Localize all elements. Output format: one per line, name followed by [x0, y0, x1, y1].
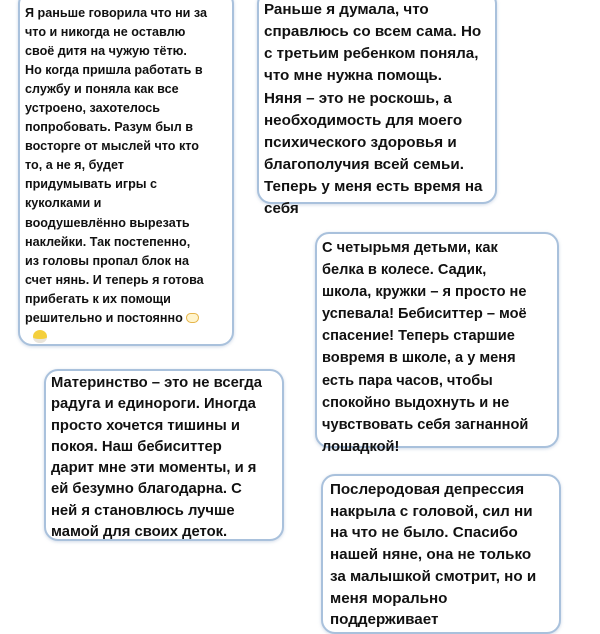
card-text-line: себя [264, 200, 299, 218]
card-text-line: Я раньше говорила что ни за [25, 6, 208, 20]
testimonial-card-1 [18, 0, 234, 346]
card-text-line: С четырьмя детьми, как [322, 240, 498, 256]
card-text-line: Но когда пришла работать в [25, 63, 203, 78]
testimonial-card-3 [315, 232, 559, 455]
card-text-line: накрыла с головой, сил ни [330, 502, 533, 520]
card-text-line: мамой для своих деток. [51, 524, 228, 541]
card-text-line: на что не было. Спасибо [330, 524, 518, 542]
card-text-line: что и никогда не оставлю [25, 25, 186, 40]
hatching-chick-emoji-icon [33, 330, 47, 343]
card-text-line: наклейки. Так постепенно, [25, 234, 191, 249]
card-text-line: спасение! Теперь старшие [322, 328, 515, 345]
card-text-line: есть пара часов, чтобы [322, 372, 493, 389]
testimonial-card-4 [44, 369, 284, 541]
card-text-line: Послеродовая депрессия [330, 481, 525, 498]
card-text-line: меня морально [330, 589, 448, 607]
card-text-line: успевала! Бебиситтер – моё [322, 306, 527, 323]
card-text-line: куколками и [25, 196, 102, 211]
card-text-line: спокойно выдохнуть и не [322, 394, 510, 411]
card-text-line: школа, кружки – я просто не [322, 284, 527, 301]
card-text-line: с третьим ребенком поняла, [264, 45, 479, 63]
card-text-line: чувствовать себя загнанной [322, 416, 529, 433]
card-text-line: устроено, захотелось [25, 101, 160, 116]
card-text-line: за малышкой смотрит, но и [330, 567, 537, 585]
testimonial-card-2 [257, 0, 497, 218]
testimonial-card-5 [321, 474, 561, 634]
card-text-line: воодушевлённо вырезать [25, 215, 190, 230]
card-text-line: Няня – это не роскошь, а [264, 89, 452, 107]
card-text-line: Теперь у меня есть время на [264, 178, 483, 196]
card-text-line: службу и поняла как все [25, 82, 179, 97]
card-text-line: что мне нужна помощь. [264, 67, 442, 85]
card-text-line: из головы пропал блок на [25, 253, 189, 268]
card-text-line: просто хочется тишины и [51, 417, 240, 434]
card-text-line: психического здоровья и [264, 133, 457, 151]
card-text-line-with-emoji [25, 309, 232, 328]
card-text-line: Раньше я думала, что [264, 1, 429, 18]
card-text-line: ей безумно благодарна. С [51, 481, 242, 498]
card-text-line: вовремя в школе, а у меня [322, 350, 516, 367]
face-with-hands-emoji-icon [186, 313, 199, 323]
card-text-line: благополучия всей семьи. [264, 156, 464, 174]
card-text-line: своё дитя на чужую тётю. [25, 44, 187, 59]
card-text-line: белка в колесе. Садик, [322, 262, 487, 279]
card-text-line: поддерживает [330, 611, 439, 629]
card-text-line: справлюсь со всем сама. Но [264, 23, 482, 41]
card-text-line: то, а не я, будет [25, 158, 124, 173]
card-text-line: восторге от мыслей что кто [25, 139, 199, 154]
emoji-line [25, 328, 232, 347]
card-text-line: прибегать к их помощи [25, 291, 171, 306]
card-text-line: решительно и постоянно [25, 310, 183, 325]
card-text-line: необходимость для моего [264, 111, 463, 129]
card-text-line: Материнство – это не всегда [51, 375, 263, 391]
card-text-line: покоя. Наш бебиситтер [51, 438, 222, 455]
card-text-line: радуга и единороги. Иногда [51, 396, 256, 413]
card-text-line: нашей няне, она не только [330, 546, 532, 564]
card-text-line: придумывать игры с [25, 177, 158, 192]
card-text-line: счет нянь. И теперь я готова [25, 272, 204, 287]
card-text-line: лошадкой! [322, 438, 400, 455]
card-text-line: ней я становлюсь лучше [51, 502, 235, 519]
card-text-line: попробовать. Разум был в [25, 120, 194, 135]
card-text-line: дарит мне эти моменты, и я [51, 460, 257, 477]
